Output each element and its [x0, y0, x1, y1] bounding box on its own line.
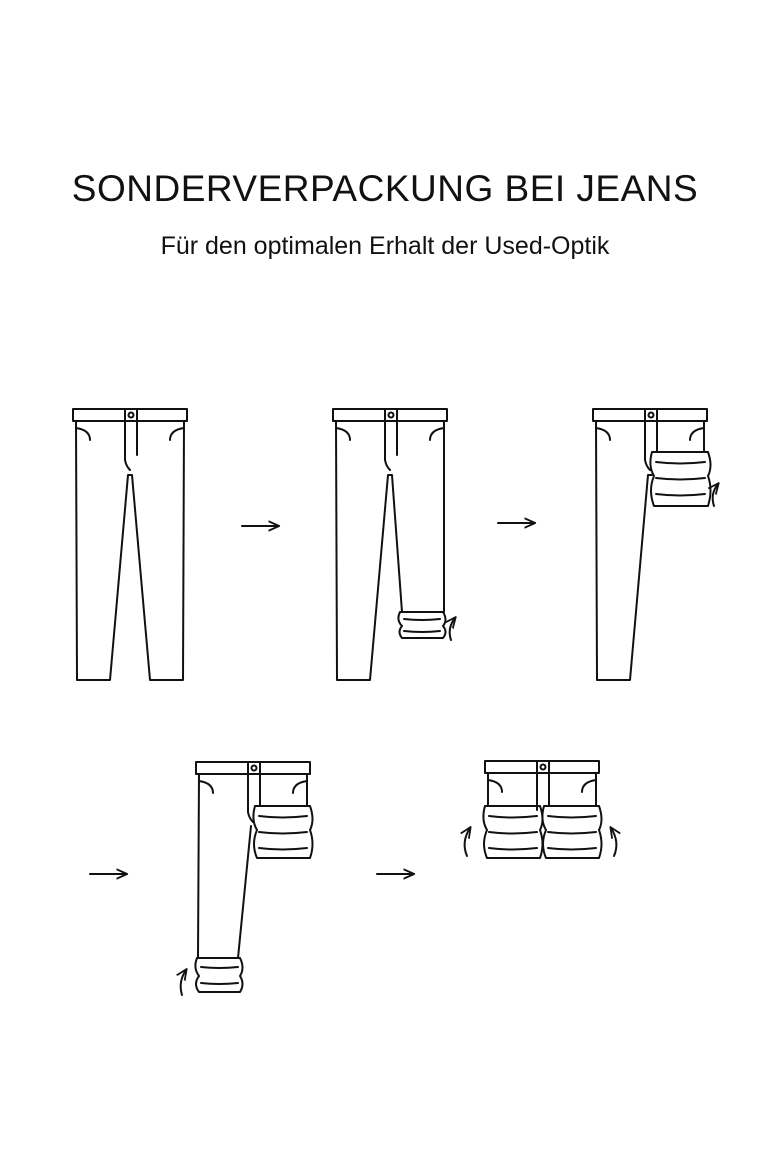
step-4-left-leg-rolled-bottom [181, 762, 313, 995]
step-1-jeans-flat [73, 409, 187, 680]
page-title: SONDERVERPACKUNG BEI JEANS [71, 168, 699, 209]
step-2-right-leg-rolled-bottom [333, 409, 455, 680]
page-subtitle: Für den optimalen Erhalt der Used-Optik [160, 232, 610, 260]
step-5-both-legs-rolled-up [465, 761, 617, 858]
step-3-right-leg-rolled-up [593, 409, 718, 680]
